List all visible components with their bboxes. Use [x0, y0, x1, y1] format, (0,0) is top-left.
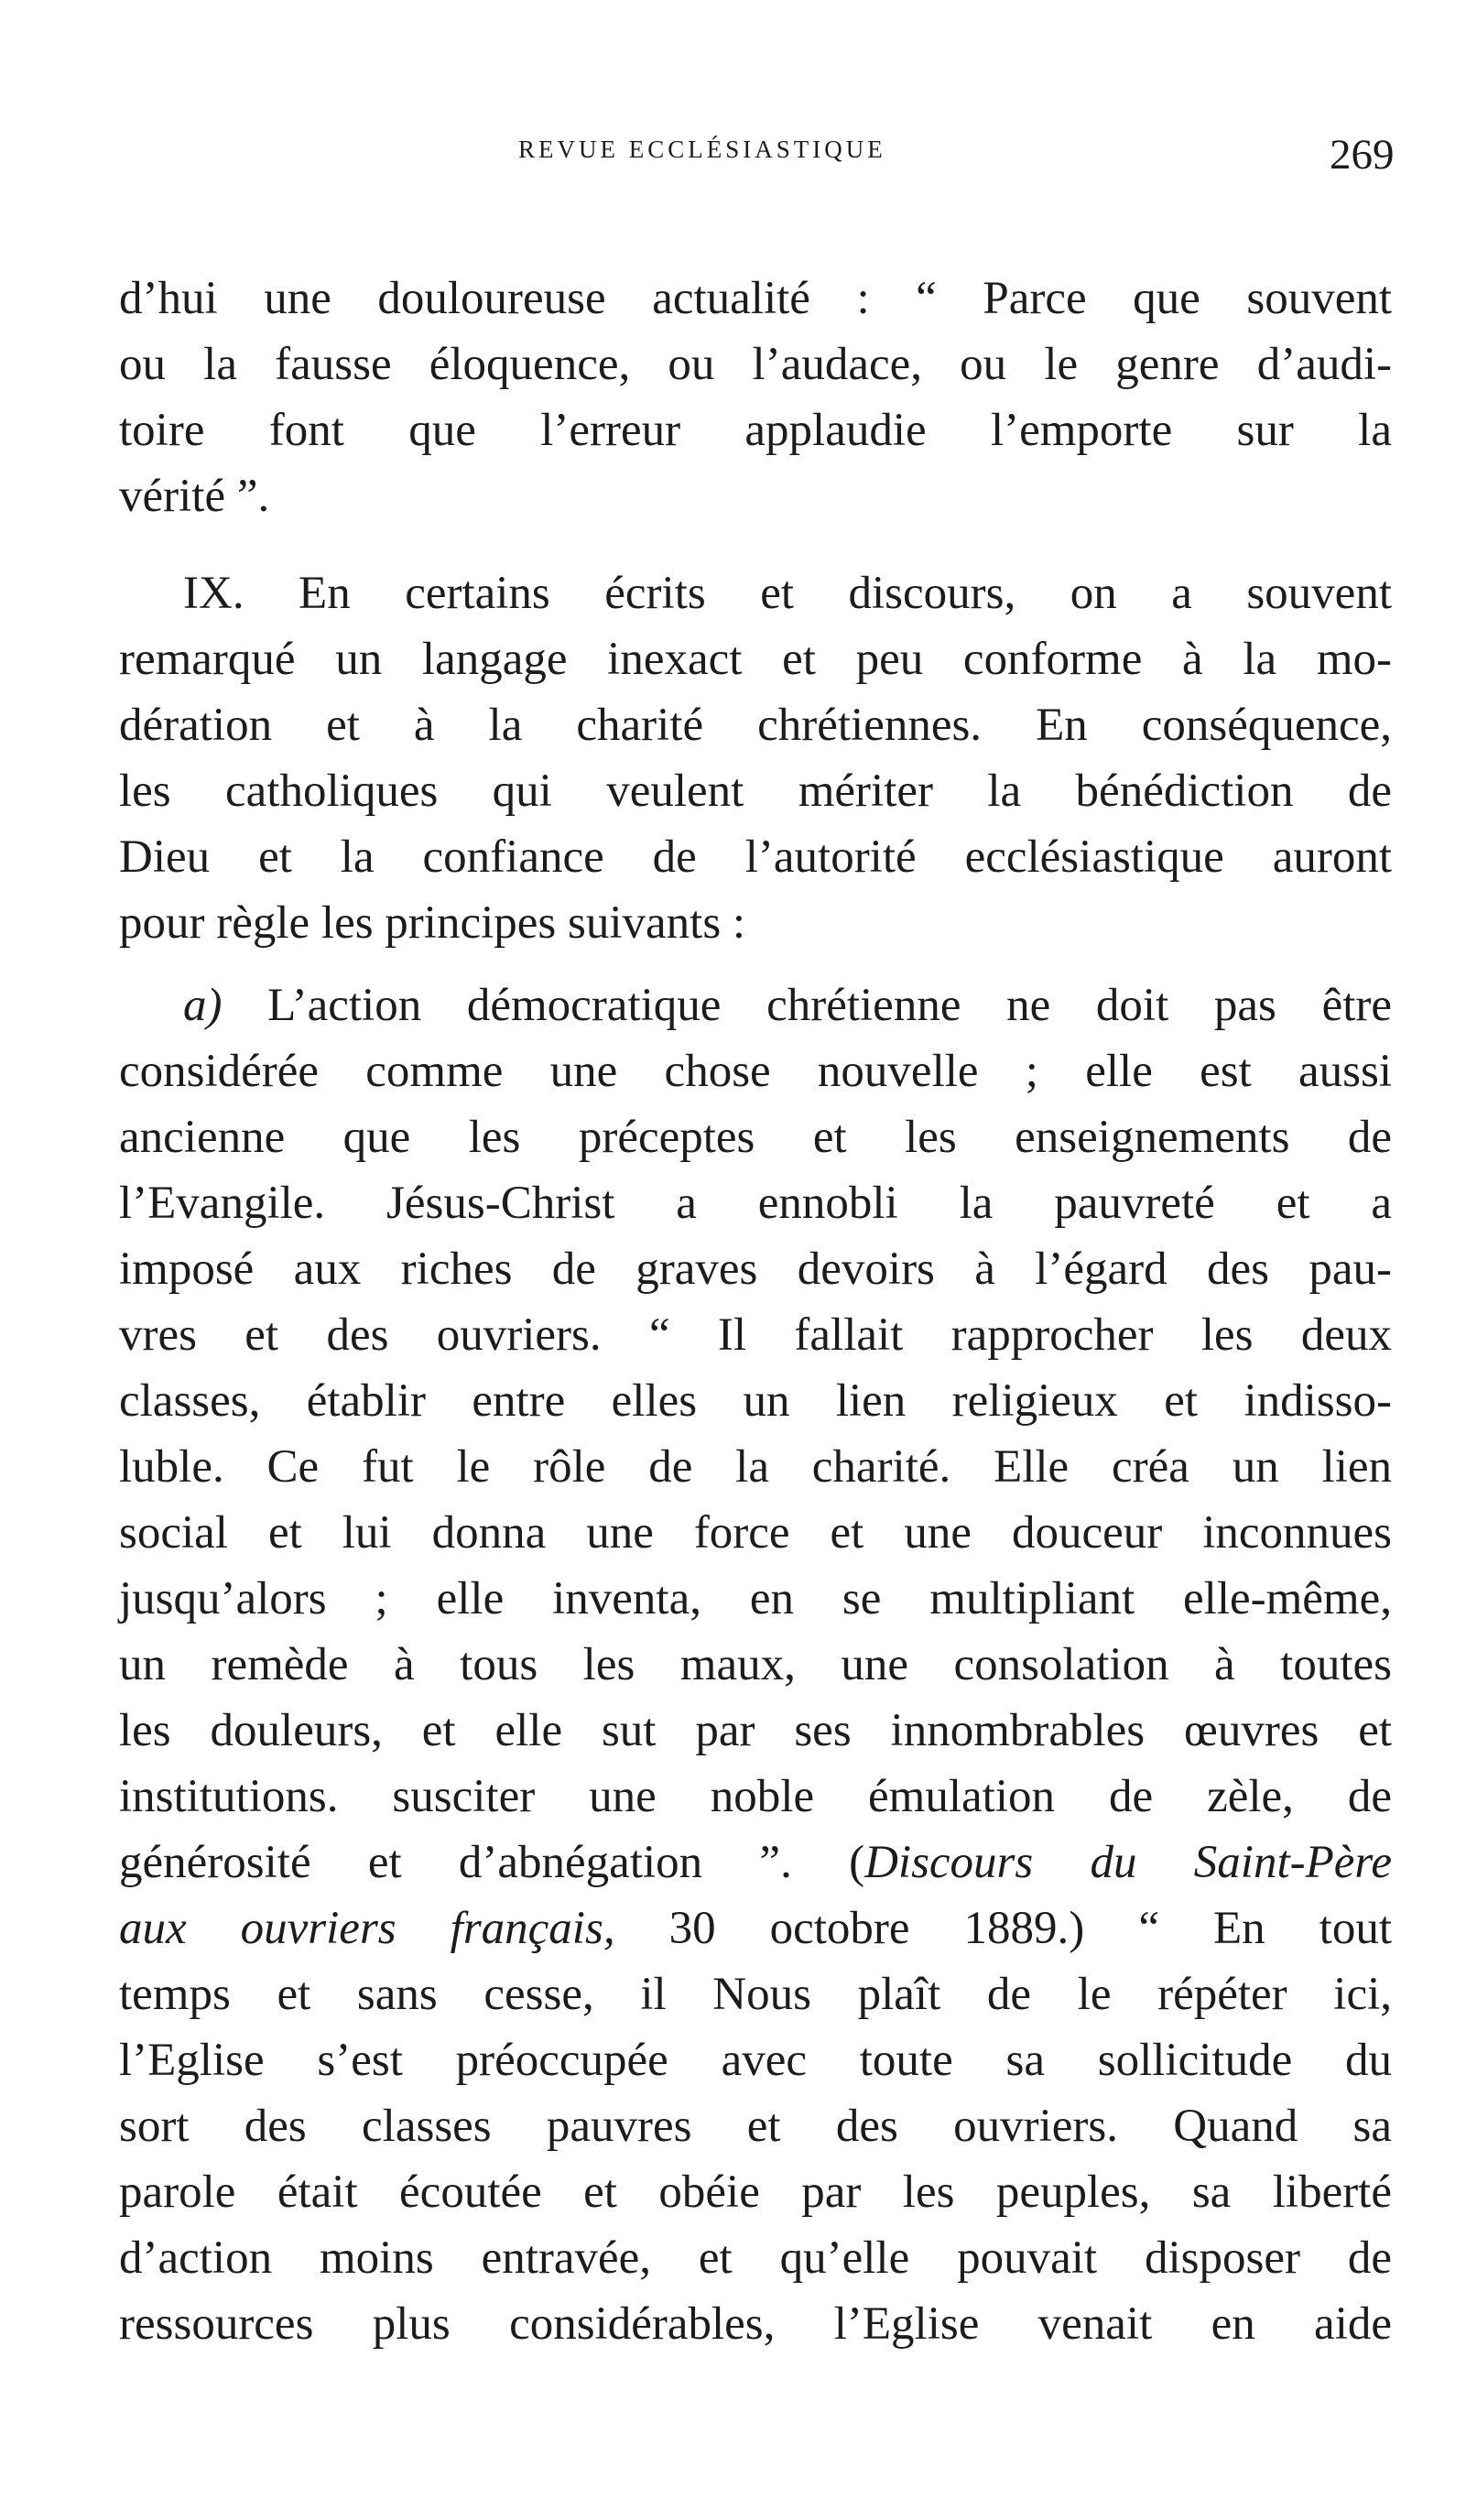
text-line: d’action moins entravée, et qu’elle pouvait disposer de	[119, 2232, 1392, 2284]
text-line: les catholiques qui veulent mériter la bénédiction de	[119, 766, 1392, 817]
paragraph-ix	[119, 560, 1392, 956]
paragraph-continuation	[119, 266, 1392, 529]
text-line: vres et des ouvriers. “ Il fallait rapprocher les deux	[119, 1309, 1392, 1361]
text-line: ou la fausse éloquence, ou l’audace, ou le genre d’audi-	[119, 339, 1392, 390]
text-line: classes, établir entre elles un lien religieux et indisso-	[119, 1375, 1392, 1427]
text-line: considérée comme une chose nouvelle ; elle est aussi	[119, 1046, 1392, 1097]
text-line: Dieu et la confiance de l’autorité ecclésiastique auront	[119, 831, 1392, 883]
text-line: ressources plus considérables, l’Eglise venait en aide	[119, 2298, 1392, 2350]
text-line: dération et à la charité chrétiennes. En conséquence,	[119, 700, 1392, 751]
text-line: vérité ”.	[119, 471, 270, 522]
text-line: a) L’action démocratique chrétienne ne doit pas être	[183, 980, 1392, 1031]
text-line-with-citation	[119, 1895, 1392, 1961]
text-line: ancienne que les préceptes et les enseignements de	[119, 1112, 1392, 1163]
citation-title: aux ouvriers français,	[119, 1903, 615, 1954]
text-line-start: générosité et d’abnégation ”. (	[119, 1837, 865, 1888]
text-line-rest: 30 octobre 1889.) “ En tout	[614, 1903, 1392, 1954]
body-text	[119, 266, 1392, 2357]
text-line-with-citation	[119, 1830, 1392, 1895]
text-line: d’hui une douloureuse actualité : “ Parce que souvent	[119, 273, 1392, 324]
text-line: l’Eglise s’est préoccupée avec toute sa sollicitude du	[119, 2035, 1392, 2086]
running-head: REVUE ECCLÉSIASTIQUE	[518, 136, 886, 163]
text-line: IX. En certains écrits et discours, on a souvent	[183, 568, 1392, 619]
text-line: pour règle les principes suivants :	[119, 897, 746, 949]
page-number: 269	[1330, 131, 1395, 179]
text-line: les douleurs, et elle sut par ses innombrables œuvres et	[119, 1705, 1392, 1756]
text-line: remarqué un langage inexact et peu conforme à la mo-	[119, 634, 1392, 685]
text-line: luble. Ce fut le rôle de la charité. Elle créa un lien	[119, 1441, 1392, 1493]
text-line: l’Evangile. Jésus-Christ a ennobli la pauvreté et a	[119, 1178, 1392, 1229]
text-line: parole était écoutée et obéie par les peuples, sa liberté	[119, 2167, 1392, 2218]
citation-title: Discours du Saint-Père	[864, 1837, 1392, 1888]
text-line: toire font que l’erreur applaudie l’emporte sur la	[119, 405, 1392, 456]
text-line: imposé aux riches de graves devoirs à l’égard des pau-	[119, 1244, 1392, 1295]
text-line: un remède à tous les maux, une consolation à toutes	[119, 1639, 1392, 1690]
text-line: institutions. susciter une noble émulation de zèle, de	[119, 1771, 1392, 1822]
text-line-rest: L’action démocratique chrétienne ne doit pas être	[222, 980, 1392, 1031]
text-line: sort des classes pauvres et des ouvriers. Quand sa	[119, 2101, 1392, 2152]
paragraph-a	[119, 972, 1392, 2357]
text-line: temps et sans cesse, il Nous plaît de le répéter ici,	[119, 1969, 1392, 2020]
text-line: social et lui donna une force et une douceur inconnues	[119, 1507, 1392, 1559]
text-line: jusqu’alors ; elle inventa, en se multipliant elle-même,	[119, 1573, 1392, 1624]
